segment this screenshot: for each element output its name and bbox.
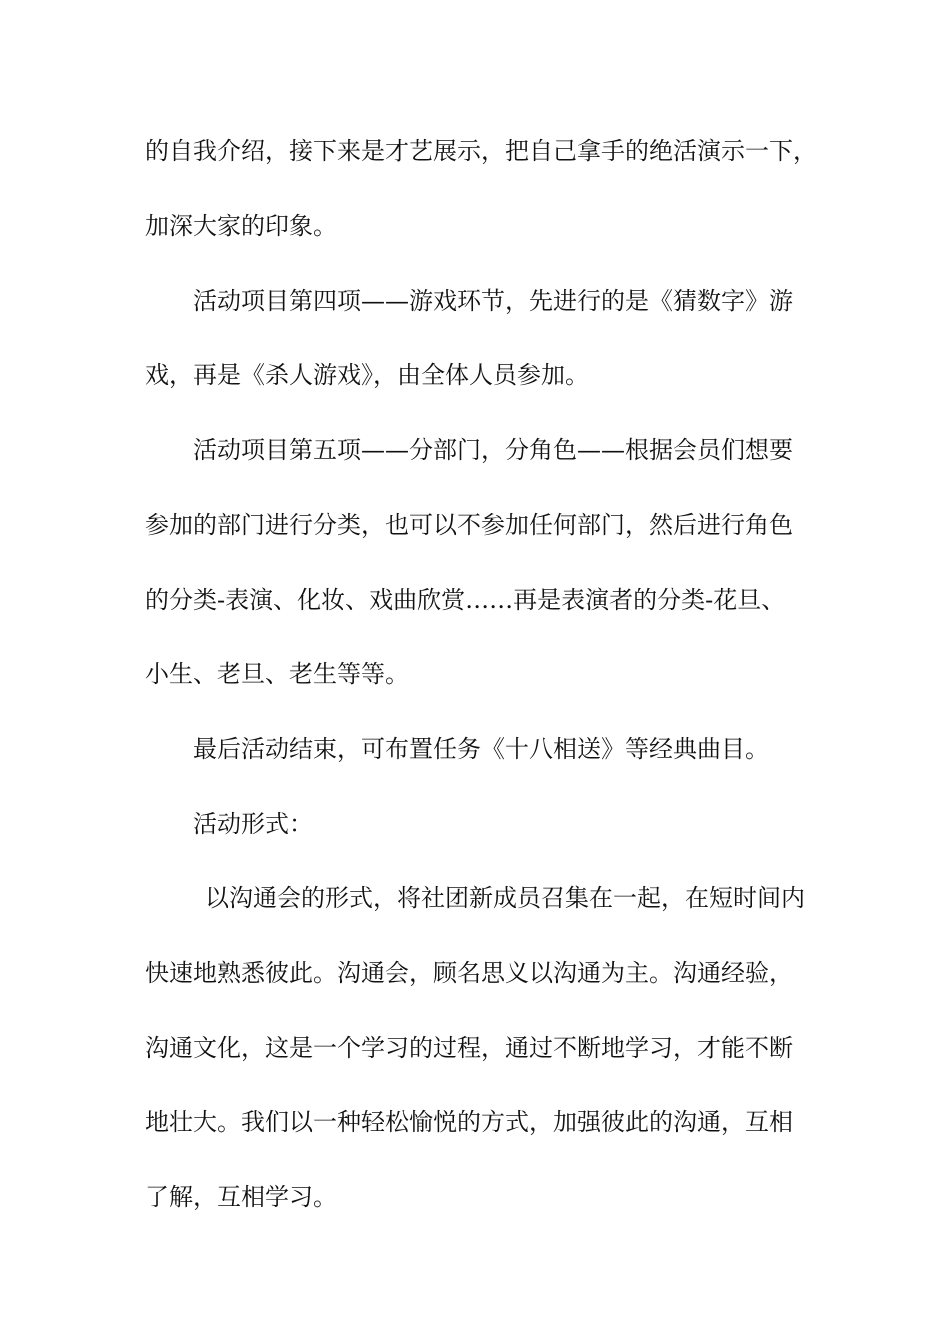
paragraph-line: 小生、老旦、老生等等。 [145, 660, 409, 688]
paragraph-line: 活动项目第五项——分部门，分角色——根据会员们想要 [193, 436, 793, 464]
paragraph-line: 的分类-表演、化妆、戏曲欣赏……再是表演者的分类-花旦、 [145, 586, 786, 614]
paragraph-line: 加深大家的印象。 [145, 212, 337, 240]
paragraph-line: 快速地熟悉彼此。沟通会，顾名思义以沟通为主。沟通经验， [145, 959, 793, 987]
paragraph-line: 参加的部门进行分类，也可以不参加任何部门，然后进行角色 [145, 511, 793, 539]
paragraph-line: 沟通文化，这是一个学习的过程，通过不断地学习，才能不断 [145, 1034, 793, 1062]
paragraph-line: 最后活动结束，可布置任务《十八相送》等经典曲目。 [193, 735, 769, 763]
paragraph-line: 活动项目第四项——游戏环节，先进行的是《猜数字》游 [193, 287, 793, 315]
paragraph-line: 戏，再是《杀人游戏》，由全体人员参加。 [145, 361, 589, 389]
paragraph-line: 了解，互相学习。 [145, 1183, 337, 1211]
paragraph-line: 地壮大。我们以一种轻松愉悦的方式，加强彼此的沟通，互相 [145, 1108, 793, 1136]
paragraph-line: 的自我介绍，接下来是才艺展示，把自己拿手的绝活演示一下， [145, 137, 817, 165]
section-heading: 活动形式： [193, 810, 313, 838]
paragraph-line: 以沟通会的形式，将社团新成员召集在一起，在短时间内 [205, 884, 805, 912]
